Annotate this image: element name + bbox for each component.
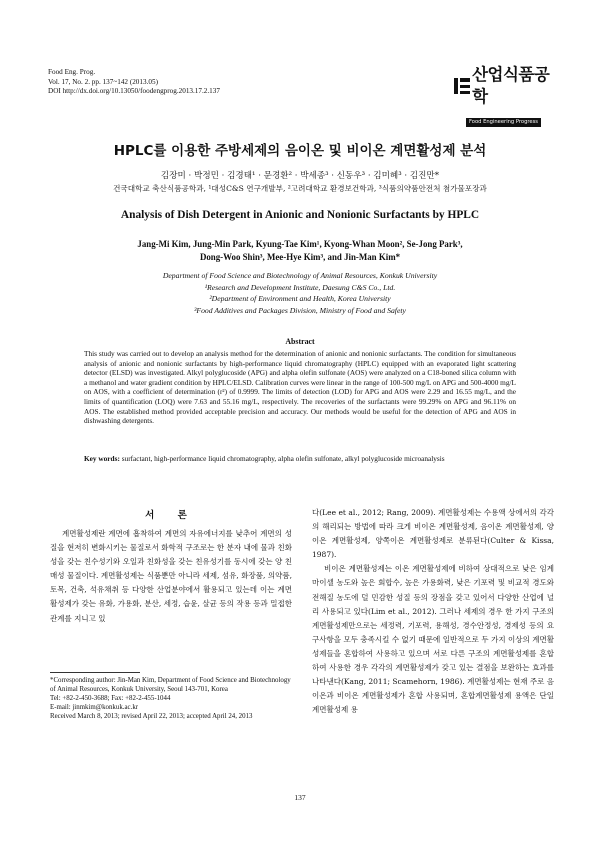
- footnote-received: Received March 8, 2013; revised April 22, 2013; accepted April 24, 2013: [50, 713, 253, 720]
- authors-english: [60, 238, 540, 264]
- affiliation-line: Department of Food Science and Biotechnology of Animal Resources, Konkuk University: [162, 271, 438, 280]
- authors-english-line: Dong-Woo Shin³, Mee-Hye Kim³, and Jin-Man Kim*: [199, 252, 401, 262]
- footnote-tel: Tel: +82-2-450-3688; Fax: +82-2-455-1044: [50, 695, 171, 702]
- journal-volume: Vol. 17, No. 2. pp. 137~142 (2013.05): [48, 77, 158, 86]
- logo-mark-icon: [452, 75, 470, 97]
- affiliations-english: [0, 270, 600, 316]
- title-korean: HPLC를 이용한 주방세제의 음이온 및 비이온 계면활성제 분석: [113, 143, 487, 159]
- footnote-email: E-mail: jinmkim@konkuk.ac.kr: [50, 704, 139, 711]
- page-number: 137: [294, 793, 306, 802]
- affiliation-line: ¹Research and Development Institute, Daesung C&S Co., Ltd.: [204, 282, 396, 292]
- paragraph: 비이온 계면활성제는 이온 계면활성제에 비하여 상대적으로 낮은 임계 마이셀 농도와 높은 회합수, 높은 가용화력, 낮은 기포력 및 비교적 경도와 전해질 농도에 덜 민감한 성질 등의 장점을 갖고 있어서 다양한 산업에 널리 사용되고 있다(Lim et al., 2012). 그러나 세제의 경우 한 가지 구조의 계면활성제만으로는 세정력, 기포력, 용해성, 경수안정성, 경제성 등의 요구사항을 모두 충족시킬 수 없기 때문에 일반적으로 두 가지 이상의 계면활성제들을 혼합하여 사용하고 있으며 서로 다른 구조의 계면활성제를 혼합하여 사용한 경우 각각의 계면활성제가 갖고 있는 결점을 보완하는 효과를 나타낸다(Kang, 2011; Scamehorn, 1986). 계면활성제는 현재 주로 음이온과 비이온 계면활성제가 혼합 사용되며, 혼합계면활성제 용액은 단일 계면활성제 용: [312, 564, 554, 715]
- abstract-text: This study was carried out to develop an analysis method for the determination of anionic and nonionic surfactants. The condition for simultaneous analysis of anionic and nonionic surfactants by high-performance liquid chromatography (HPLC) equipped with an evaporated light scattering detector (ELSD) was investigated. Alkyl polyglucoside (APG) and alpha olefin sulfonate (AOS) were analyzed on a C18-boned silica column with a methanol and water gradient condition by HPLC/ELSD. Calibration curves were linear in the range of 100-500 mg/L on APG and 500-4000 mg/L on AOS, with a coefficient of determination (r²) of 0.9999. The limits of detection (LOD) for APG and AOS were 2.29 and 16.55 mg/L, and the limits of quantification (LOQ) were 7.63 and 55.16 mg/L, respectively. The recoveries of the surfactants were 99.29% on APG and 96.11% on AOS. The established method provided acceptable precision and accuracy. Our methods would be useful for the detection of APG and AOS in dishwashing detergents.: [84, 349, 516, 426]
- journal-doi: DOI http://dx.doi.org/10.13050/foodengprog.2013.17.2.137: [48, 87, 220, 95]
- affiliations-korean: 건국대학교 축산식품공학과, ¹대성C&S 연구개발부, ²고려대학교 환경보건학과, ³식품의약품안전처 첨가물포장과: [113, 184, 487, 193]
- authors-korean: 김장미 · 박정민 · 김경태¹ · 문경환² · 박세종³ · 신동우³ · 김미혜³ · 김진만*: [160, 171, 440, 181]
- affiliation-line: ²Department of Environment and Health, Korea University: [209, 294, 391, 303]
- section-heading-introduction: 서 론: [145, 510, 197, 521]
- keywords: [84, 454, 516, 464]
- keywords-label: Key words:: [84, 454, 120, 463]
- intro-right-column: [312, 506, 554, 717]
- authors-english-line: Jang-Mi Kim, Jung-Min Park, Kyung-Tae Kim¹, Kyong-Whan Moon², Se-Jong Park³,: [137, 239, 463, 249]
- abstract-heading: Abstract: [285, 337, 315, 346]
- journal-info: [48, 68, 220, 97]
- title-english: Analysis of Dish Detergent in Anionic and Nonionic Surfactants by HPLC: [120, 209, 480, 221]
- footnote: [50, 676, 292, 721]
- journal-logo: [452, 64, 556, 125]
- keywords-text: surfactant, high-performance liquid chromatography, alpha olefin sulfonate, alkyl polyglucoside microanalysis: [121, 454, 445, 463]
- intro-left-column: 계면활성제란 계면에 흡착하여 계면의 자유에너지를 낮추어 계면의 성질을 현저히 변화시키는 물질로서 화학적 구조로는 한 분자 내에 물과 친화성을 갖는 친수성기와 오일과 친화성을 갖는 친유성기를 동시에 갖는 양 친매성 물질이다. 계면활성제는 식품뿐만 아니라 세제, 섬유, 화장품, 의약품, 토목, 건축, 석유채취 등 다양한 산업분야에서 활용되고 있는데 이는 계면활성제가 갖는 유화, 가용화, 분산, 세정, 습윤, 살균 등의 작용 등과 밀접한 관계를 지니고 있: [50, 529, 292, 623]
- paragraph: 다(Lee et al., 2012; Rang, 2009). 계면활성제는 수용액 상에서의 각각의 해리되는 방법에 따라 크게 비이온 계면활성제, 음이온 계면활성제, 양이온 계면활성제, 양쪽이온 계면활성제로 분류된다(Culter & Kissa, 1987).: [312, 508, 554, 560]
- logo-subtitle: Food Engineering Progress: [466, 118, 541, 127]
- footnote-divider: [50, 672, 140, 673]
- affiliation-line: ³Food Additives and Packages Division, Ministry of Food and Safety: [194, 305, 406, 315]
- journal-name: Food Eng. Prog.: [48, 68, 96, 76]
- footnote-corresponding: *Corresponding author: Jin-Man Kim, Department of Food Science and Biotechnology of Animal Resources, Konkuk University, Seoul 143-701, Korea: [50, 677, 291, 693]
- logo-title: 산업식품공학: [472, 65, 550, 106]
